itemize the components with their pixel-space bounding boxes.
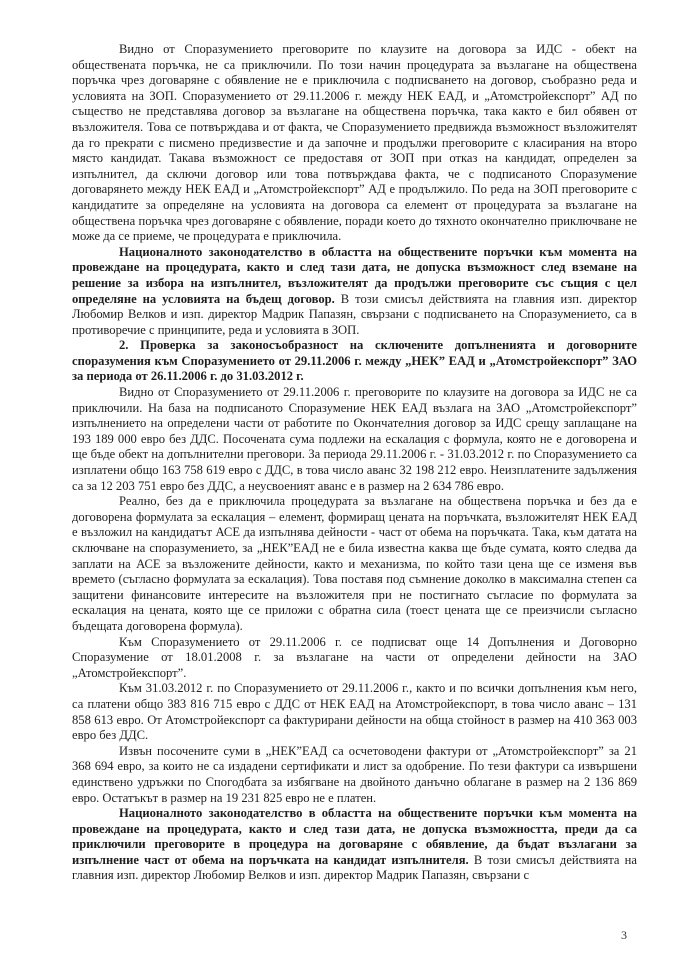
paragraph-text: Реално, без да е приключила процедурата за възлагане на обществена поръчка и без да е договорена формулата за ескалация – елемент, формиращ цената на поръчката, възложителят НЕК ЕАД е възложил на кандидатът АСЕ да изпълнява дейности - част от обема на поръчката. Така, към датата на сключване на споразумението, за „НЕК”ЕАД не е била известна каква ще бъде сумата, която следва да заплати на АСЕ за възложените дейности, както и механизма, по който тази цена ще се изменя във времето (съгласно формулата за ескалация). Това поставя под съмнение доколко в максимална степен са защитени финансовите интересите на възложителя при не постигнато съгласие по формулата за ескалация на цената, която ще се приложи с обратна сила (тоест цената ще се преизчисли съгласно бъдещата договорена формула). (72, 494, 637, 633)
paragraph-2 (72, 245, 637, 339)
paragraph-text: Към Споразумението от 29.11.2006 г. се подписват още 14 Допълнения и Договорно Споразумение от 18.01.2008 г. за възлагане на части от определени дейности на ЗАО „Атомстройекспорт”. (72, 634, 637, 680)
paragraph-text: В този смисъл действията на главния изп. директор Любомир Велков и изп. директор Мадрик Папазян, свързани с подписването на Споразумението, са в противоречие с принципите, реда и условията в ЗОП. (72, 291, 637, 337)
paragraph-6 (72, 635, 637, 682)
paragraph-bold-text: Националното законодателство в областта на обществените поръчки към момента на провеждане на процедурата, както и след тази дата, не допуска възможността, преди да са приключили преговорите в процедура на договаряне с обявление, да бъдат възлагани за изпълнение част от обема на поръчката на кандидат изпълнителя. (72, 806, 637, 867)
paragraph-bold-text: Националното законодателство в областта на обществените поръчки към момента на провеждане на процедурата, както и след тази дата, не допуска възможност след вземане на решение за избора на изпълнител, възложителят да продължи преговорите със същия с цел определяне на условията на бъдещ договор. (72, 244, 637, 306)
paragraph-9 (72, 806, 637, 884)
page-number: 3 (621, 928, 627, 942)
paragraph-7 (72, 681, 637, 743)
paragraph-text: Видно от Споразумението от 29.11.2006 г. преговорите по клаузите на договора за ИДС не са приключили. На база на подписаното Споразумение НЕК ЕАД възлага на ЗАО „Атомстройекспорт” изпълнението на определени части от работите по Окончателния договор за ИДС срещу заплащане на 193 189 000 евро без ДДС. Посочената сума подлежи на ескалация с формула, която не е договорена и ще бъде обект на допълнителни преговори. За периода 29.11.2006 г. - 31.03.2012 г. по Споразумението са изплатени общо 163 758 619 евро с ДДС, в това число аванс 32 198 212 евро. Неизплатените задължения са за 12 203 751 евро без ДДС, а неусвоеният аванс е в размер на 2 634 786 евро. (72, 385, 637, 493)
paragraph-text: В този смисъл действията на главния изп. директор Любомир Велков и изп. директор Мадрик Папазян, свързани с (72, 852, 638, 883)
paragraph-text: Извън посочените суми в „НЕК”ЕАД са осчетоводени фактури от „Атомстройекспорт” за 21 368 694 евро, за които не са издадени сертификати и лист за одобрение. По тези фактури са извършени единствено удръжки по Спогодбата за избягване на двойното данъчно облагане в размер на 2 136 869 евро. Остатъкът в размер на 19 231 825 евро не е платен. (72, 743, 637, 805)
paragraph-text: Към 31.03.2012 г. по Споразумението от 29.11.2006 г., както и по всички допълнения към него, са платени общо 383 816 715 евро с ДДС от НЕК ЕАД на Атомстройекспорт, в това число аванс – 131 858 613 евро. От Атомстройекспорт са фактурирани дейности на обща стойност в размер на 410 363 003 евро без ДДС. (72, 681, 637, 743)
section-heading-text: 2. Проверка за законосъобразност на сключените допълненията и договорните споразумения към Споразумението от 29.11.2006 г. между „НЕК” ЕАД и „Атомстройекспорт” ЗАО за периода от 26.11.2006 г. до 31.03.2012 г. (72, 338, 637, 384)
paragraph-4 (72, 385, 637, 494)
paragraph-8 (72, 744, 637, 806)
document-page (72, 42, 637, 884)
paragraph-text: Видно от Споразумението преговорите по клаузите на договора за ИДС - обект на обществената поръчка, не са приключили. По този начин процедурата за възлагане на обществена поръчка чрез договаряне с обявление не е приключила с подписването на договор, съобразно реда и условията на ЗОП. Споразумението от 29.11.2006 г. между НЕК ЕАД, и „Атомстройекспорт” АД по същество не представлява договор за възлагане на обществена поръчка, така както е бил обявен от възложителя. Това се потвърждава и от факта, че Споразумението предвижда възможност възложителят да го прекрати с писмено предизвестие и да започне и продължи преговорите с класирания на второ място кандидат. Такава възможност се предоставя от ЗОП при отказ на кандидат, определен за изпълнител, да сключи договор или това потвърждава факта, че с подписаното Споразумение договарянето между НЕК ЕАД и „Атомстройекспорт” АД е продължило. По реда на ЗОП преговорите с кандидатите за определяне на условията на договора са елемент от процедурата за възлагане на обществена поръчка чрез договаряне с обявление, поради което до тяхното окончателно приключване не може да се приеме, че процедурата е приключила. (72, 42, 637, 244)
paragraph-1 (72, 42, 637, 245)
section-heading-2 (72, 338, 637, 385)
paragraph-5 (72, 494, 637, 634)
